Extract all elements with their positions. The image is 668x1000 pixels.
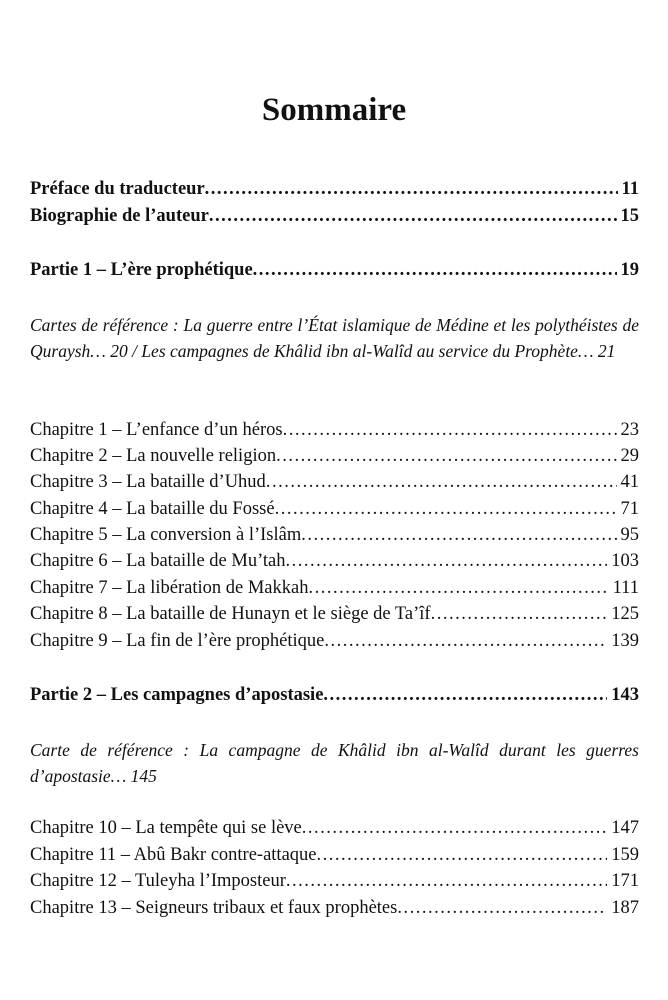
toc-entry-page: 71 xyxy=(620,499,639,519)
toc-entry-label: Chapitre 5 – La conversion à l’Islâm xyxy=(30,525,302,545)
dot-leader xyxy=(431,601,608,627)
dot-leader xyxy=(302,815,607,841)
toc-entry-page: 41 xyxy=(620,472,639,492)
toc-chapter-11 xyxy=(30,842,639,868)
toc-chapter-5 xyxy=(30,522,639,548)
toc-entry-page: 171 xyxy=(611,871,639,891)
toc-chapter-9 xyxy=(30,628,639,654)
toc-chapter-4 xyxy=(30,496,639,522)
dot-leader xyxy=(324,628,607,654)
toc-entry-page: 125 xyxy=(611,604,639,624)
dot-leader xyxy=(286,548,608,574)
dot-leader xyxy=(283,417,617,443)
dot-leader xyxy=(275,496,617,522)
dot-leader xyxy=(301,522,616,548)
toc-part-page: 143 xyxy=(611,685,639,705)
toc-entry-label: Chapitre 2 – La nouvelle religion xyxy=(30,446,277,466)
toc-part-label: Partie 2 – Les campagnes d’apostasie xyxy=(30,685,324,705)
reference-map-note-part-2: Carte de référence : La campagne de Khâlid ibn al-Walîd durant les guerres d’apostasie… 145 xyxy=(30,740,639,786)
dot-leader xyxy=(317,842,608,868)
dot-leader xyxy=(397,895,607,921)
toc-entry-page: 95 xyxy=(620,525,639,545)
dot-leader xyxy=(276,443,616,469)
toc-entry-page: 23 xyxy=(620,420,639,440)
toc-part-2 xyxy=(30,682,639,708)
dot-leader xyxy=(205,176,618,202)
dot-leader xyxy=(253,257,617,283)
toc-entry-page: 15 xyxy=(620,206,639,226)
toc-entry-label: Chapitre 8 – La bataille de Hunayn et le siège de Ta’îf xyxy=(30,604,431,624)
toc-entry-page: 111 xyxy=(612,578,639,598)
toc-chapter-1 xyxy=(30,417,639,443)
toc-entry-label: Chapitre 4 – La bataille du Fossé xyxy=(30,499,275,519)
toc-entry-label: Chapitre 10 – La tempête qui se lève xyxy=(30,818,302,838)
toc-chapter-7 xyxy=(30,575,639,601)
toc-entry-page: 147 xyxy=(611,818,639,838)
toc-entry-label: Chapitre 3 – La bataille d’Uhud xyxy=(30,472,266,492)
toc-chapter-2 xyxy=(30,443,639,469)
toc-entry-preface xyxy=(30,176,639,202)
toc-entry-label: Biographie de l’auteur xyxy=(30,206,209,226)
toc-entry-page: 139 xyxy=(611,631,639,651)
toc-entry-page: 29 xyxy=(620,446,639,466)
dot-leader xyxy=(266,469,617,495)
dot-leader xyxy=(209,203,617,229)
toc-entry-page: 159 xyxy=(611,845,639,865)
reference-maps-note-part-1: Cartes de référence : La guerre entre l’État islamique de Médine et les polythéistes de Quraysh… 20 / Les campagnes de Khâlid ibn al-Walîd au service du Prophète… 21 xyxy=(30,315,639,361)
toc-entry-label: Préface du traducteur xyxy=(30,179,205,199)
dot-leader xyxy=(286,868,607,894)
toc-entry-label: Chapitre 11 – Abû Bakr contre-attaque xyxy=(30,845,317,865)
toc-entry-label: Chapitre 1 – L’enfance d’un héros xyxy=(30,420,283,440)
toc-entry-biography xyxy=(30,203,639,229)
toc-entry-label: Chapitre 13 – Seigneurs tribaux et faux prophètes xyxy=(30,898,398,918)
toc-chapter-6 xyxy=(30,548,639,574)
toc-entry-label: Chapitre 9 – La fin de l’ère prophétique xyxy=(30,631,325,651)
toc-entry-page: 103 xyxy=(611,551,639,571)
dot-leader xyxy=(323,682,607,708)
toc-part-1 xyxy=(30,257,639,283)
toc-entry-label: Chapitre 7 – La libération de Makkah xyxy=(30,578,309,598)
toc-chapter-3 xyxy=(30,469,639,495)
toc-chapter-10 xyxy=(30,815,639,841)
toc-entry-label: Chapitre 12 – Tuleyha l’Imposteur xyxy=(30,871,286,891)
toc-part-page: 19 xyxy=(620,260,639,280)
toc-entry-page: 11 xyxy=(621,179,639,199)
toc-entry-label: Chapitre 6 – La bataille de Mu’tah xyxy=(30,551,286,571)
toc-chapter-12 xyxy=(30,868,639,894)
toc-part-label: Partie 1 – L’ère prophétique xyxy=(30,260,253,280)
dot-leader xyxy=(308,575,608,601)
toc-chapter-8 xyxy=(30,601,639,627)
toc-entry-page: 187 xyxy=(611,898,639,918)
page-title: Sommaire xyxy=(261,92,407,128)
toc-chapter-13 xyxy=(30,895,639,921)
